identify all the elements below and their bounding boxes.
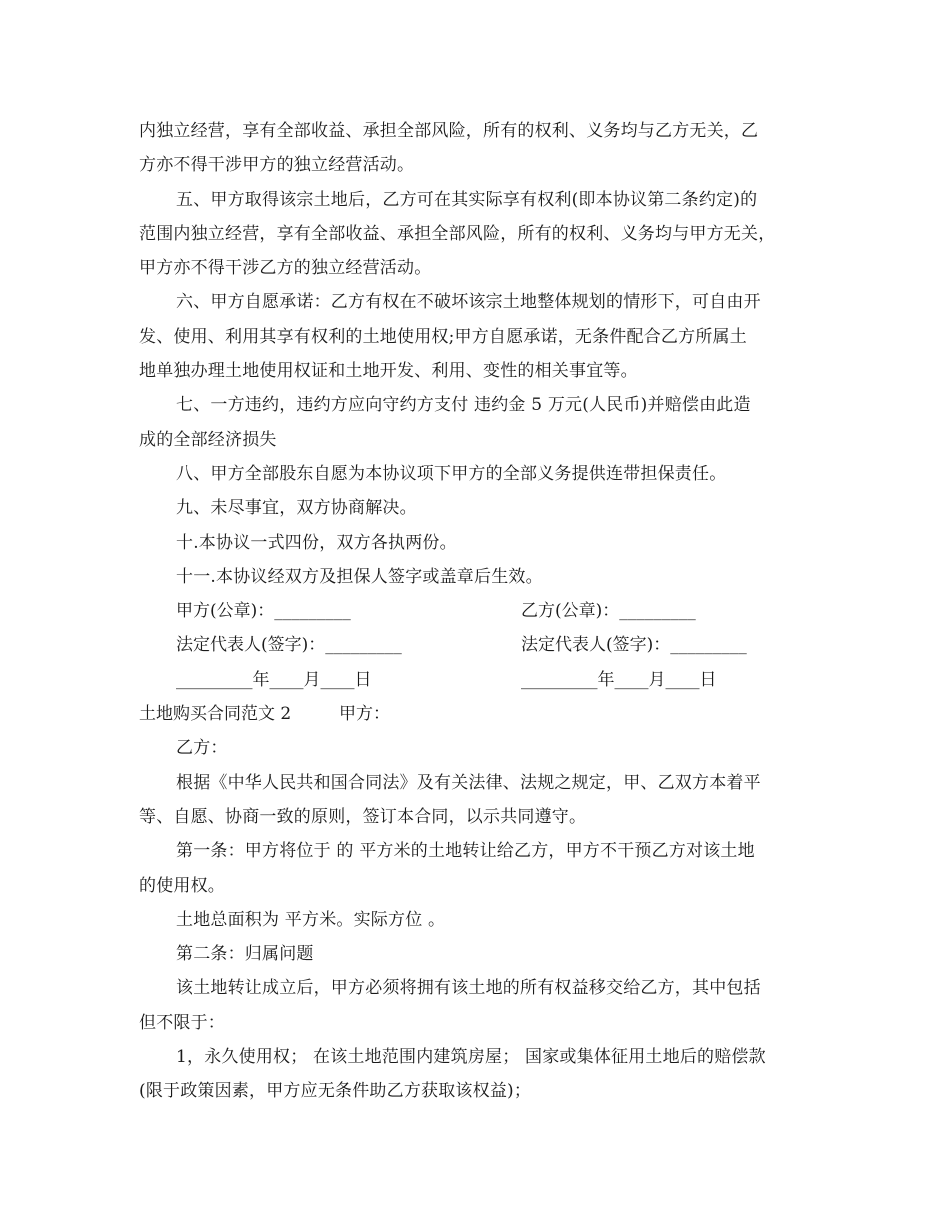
text-line: 地单独办理土地使用权证和土地开发、利用、变性的相关事宜等。 [139,361,638,382]
clause-5: 五、甲方取得该宗土地后，乙方可在其实际享有权利(即本协议第二条约定)的 [176,189,758,210]
clause-7: 七、一方违约，违约方应向守约方支付 违约金 5 万元(人民币)并赔偿由此造 [176,395,751,416]
text-line: 的使用权。 [139,875,225,896]
party-a-representative-field: 法定代表人(签字)：_________ [176,635,402,656]
signature-row-representative [139,628,815,662]
preamble: 根据《中华人民共和国合同法》及有关法律、法规之规定，甲、乙双方本着平 [176,772,761,793]
clause-9: 九、未尽事宜，双方协商解决。 [176,498,417,519]
party-b-label: 乙方： [176,738,228,759]
signature-row-seal [139,594,815,628]
article-2-body: 该土地转让成立后，甲方必须将拥有该土地的所有权益移交给乙方，其中包括 [176,978,761,999]
text-line: 成的全部经济损失 [139,429,277,450]
second-contract-heading [139,697,815,731]
text-line: 甲方亦不得干涉乙方的独立经营活动。 [139,258,432,279]
text-line: 发、使用、利用其享有权利的土地使用权;甲方自愿承诺，无条件配合乙方所属土 [139,326,747,347]
party-a-date-field: _________年____月____日 [176,669,372,690]
clause-6: 六、甲方自愿承诺：乙方有权在不破坏该宗土地整体规划的情形下，可自由开 [176,292,761,313]
signature-row-date [139,663,815,697]
text-line: 范围内独立经营，享有全部收益、承担全部风险，所有的权利、义务均与甲方无关， [139,223,776,244]
clause-10: 十.本协议一式四份，双方各执两份。 [176,532,457,553]
document-body [139,114,815,1109]
land-area-line: 土地总面积为 平方米。实际方位 。 [176,909,446,930]
party-b-representative-field: 法定代表人(签字)：_________ [521,635,747,656]
party-b-seal-field: 乙方(公章)：_________ [521,601,696,622]
clause-11: 十一.本协议经双方及担保人签字或盖章后生效。 [176,566,543,587]
party-b-date-field: _________年____月____日 [521,669,717,690]
text-line: 等、自愿、协商一致的原则，签订本合同，以示共同遵守。 [139,806,587,827]
second-contract-title: 土地购买合同范文 2 [139,704,292,725]
party-a-label: 甲方： [339,704,390,725]
clause-8: 八、甲方全部股东自愿为本协议项下甲方的全部义务提供连带担保责任。 [176,463,727,484]
text-line: 方亦不得干涉甲方的独立经营活动。 [139,155,415,176]
text-line: 内独立经营，享有全部收益、承担全部风险，所有的权利、义务均与乙方无关，乙 [139,121,759,141]
text-line: (限于政策因素，甲方应无条件助乙方获取该权益)； [139,1081,532,1102]
text-line: 但不限于： [139,1012,225,1033]
party-a-seal-field: 甲方(公章)：_________ [176,601,351,622]
article-1: 第一条：甲方将位于 的 平方米的土地转让给乙方，甲方不干预乙方对该土地 [176,841,755,862]
article-2-heading: 第二条：归属问题 [176,944,314,965]
item-1: 1，永久使用权； 在该土地范围内建筑房屋； 国家或集体征用土地后的赔偿款 [176,1047,766,1068]
